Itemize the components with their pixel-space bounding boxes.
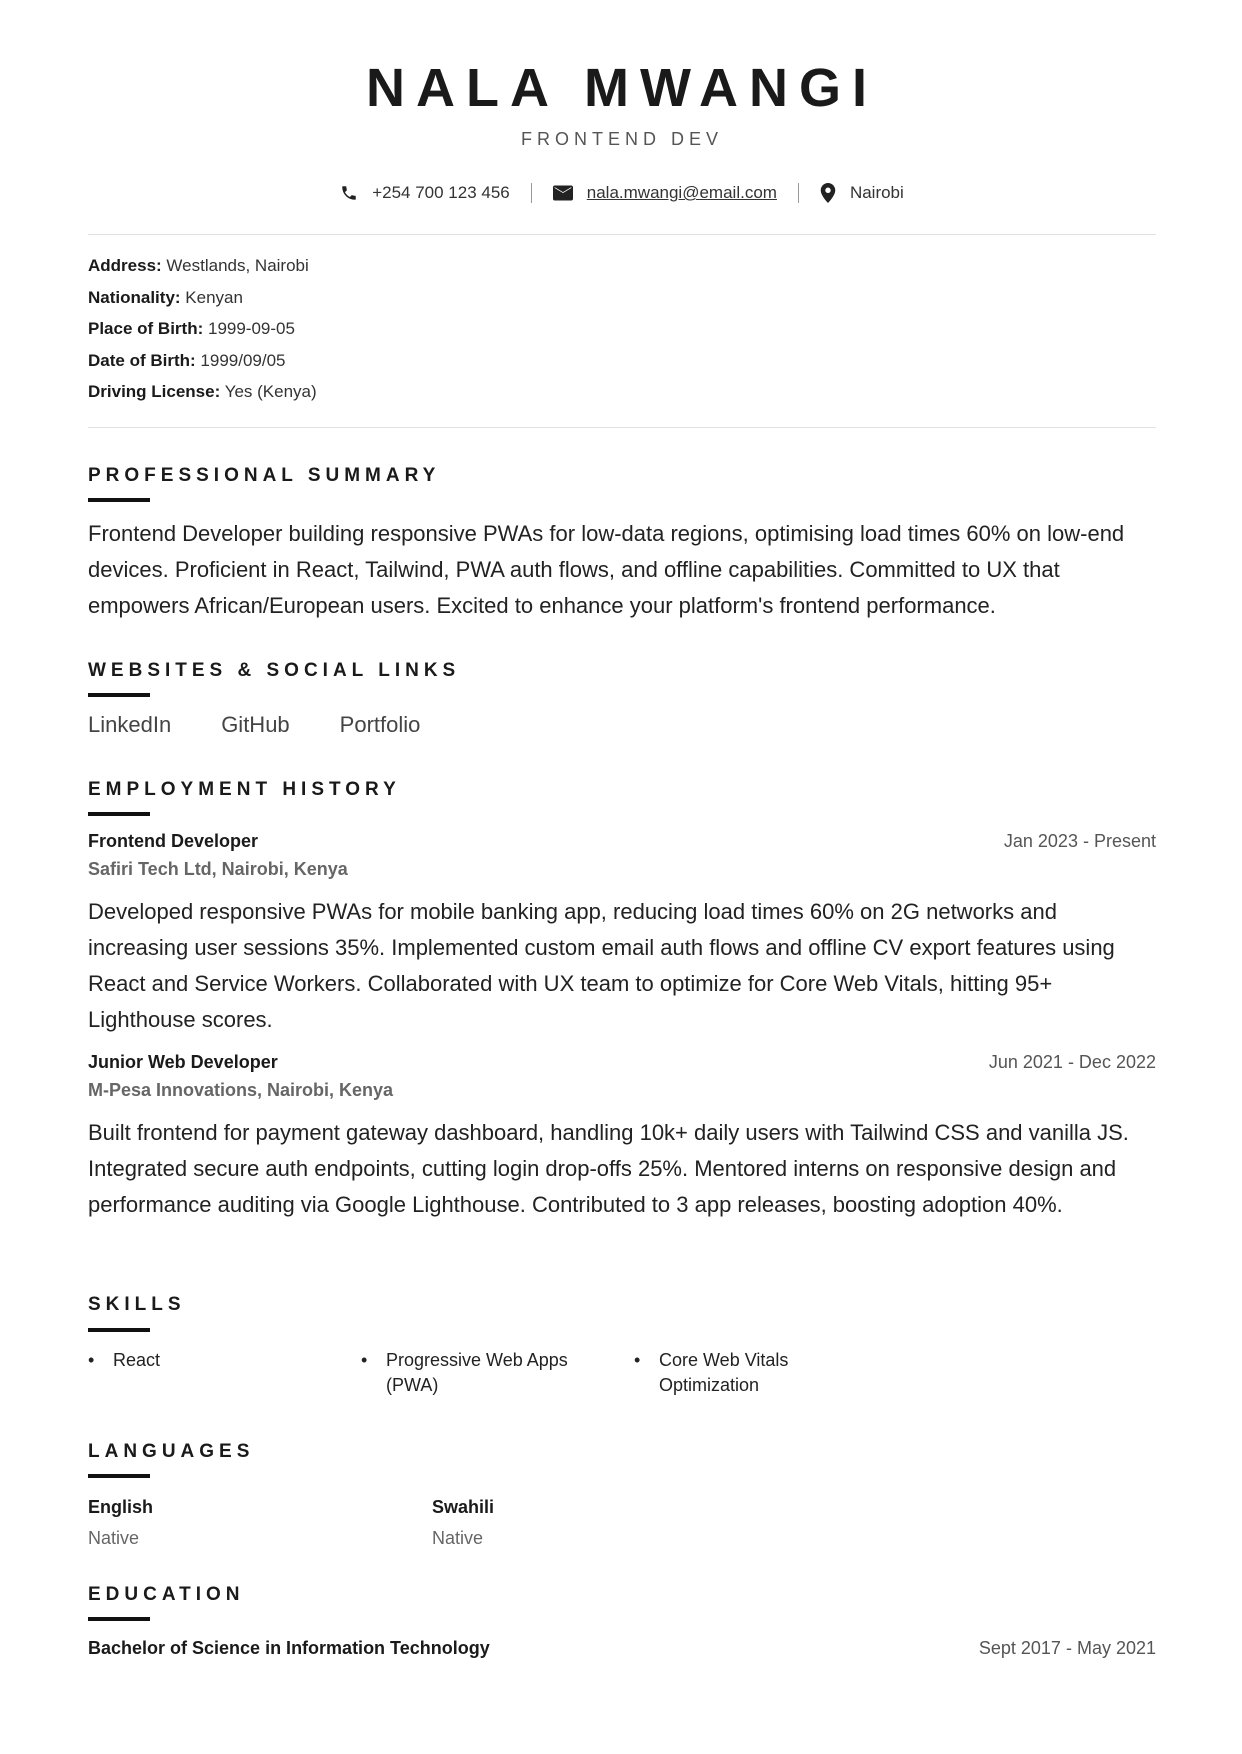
section-underline — [88, 812, 150, 816]
resume-page — [88, 0, 1156, 1754]
detail-value: 1999/09/05 — [200, 350, 286, 370]
section-heading-education: EDUCATION — [88, 1584, 245, 1605]
social-links — [88, 712, 470, 738]
detail-row — [88, 380, 317, 412]
link-portfolio[interactable]: Portfolio — [339, 712, 421, 737]
job-company: Safiri Tech Ltd, Nairobi, Kenya — [88, 859, 348, 879]
location-text: Nairobi — [849, 183, 904, 202]
job-title: Junior Web Developer — [88, 1052, 278, 1072]
section-underline — [88, 498, 150, 502]
job-title-header: FRONTEND DEV — [520, 129, 723, 149]
language-level: Native — [88, 1528, 140, 1548]
detail-label: Place of Birth: — [88, 319, 204, 338]
section-underline — [88, 693, 150, 697]
phone-icon — [340, 184, 358, 202]
detail-label: Date of Birth: — [88, 350, 196, 370]
contact-location — [820, 181, 904, 205]
location-pin-icon — [820, 183, 836, 203]
section-underline — [88, 1474, 150, 1478]
skill-item: • Progressive Web Apps (PWA) — [361, 1348, 596, 1398]
education-dates: Sept 2017 - May 2021 — [978, 1638, 1156, 1658]
divider — [88, 427, 1156, 428]
detail-value: 1999-09-05 — [207, 319, 295, 338]
job-description: Built frontend for payment gateway dashboard, handling 10k+ daily users with Tailwind CSS and vanilla JS. Integrated secure auth endpoints, cutting login drop-offs 25%. Mentored interns on responsive design and performance auditing via Google Lighthouse. Contributed to 3 app releases, boosting adoption 40%. — [88, 1120, 1129, 1217]
section-heading-skills: SKILLS — [88, 1294, 186, 1315]
contact-bar — [88, 181, 1156, 205]
divider — [88, 234, 1156, 235]
section-heading-languages: LANGUAGES — [88, 1441, 255, 1462]
language-name: Swahili — [432, 1497, 495, 1517]
education-degree: Bachelor of Science in Information Technology — [88, 1638, 490, 1658]
contact-email[interactable] — [553, 181, 777, 205]
language-item — [88, 1492, 153, 1554]
section-heading-links: WEBSITES & SOCIAL LINKS — [88, 660, 461, 681]
section-underline — [88, 1328, 150, 1332]
section-underline — [88, 1617, 150, 1621]
detail-value: Westlands, Nairobi — [166, 256, 309, 275]
job-company: M-Pesa Innovations, Nairobi, Kenya — [88, 1080, 394, 1100]
contact-divider — [531, 183, 532, 203]
language-item — [432, 1492, 494, 1554]
personal-details — [88, 254, 317, 412]
job-title: Frontend Developer — [88, 831, 259, 851]
contact-divider — [798, 183, 799, 203]
detail-value: Kenyan — [185, 287, 243, 307]
detail-row — [88, 254, 317, 286]
detail-label: Address: — [88, 256, 162, 275]
skill-item: • Core Web Vitals Optimization — [634, 1348, 869, 1398]
link-linkedin[interactable]: LinkedIn — [88, 712, 172, 737]
detail-row — [88, 317, 317, 349]
link-github[interactable]: GitHub — [221, 712, 290, 737]
detail-row — [88, 349, 317, 381]
language-name: English — [88, 1497, 154, 1517]
email-link[interactable]: nala.mwangi@email.com — [586, 183, 777, 202]
language-level: Native — [432, 1528, 484, 1548]
contact-phone[interactable] — [340, 181, 510, 205]
job-dates: Jan 2023 - Present — [1003, 831, 1156, 851]
job-description: Developed responsive PWAs for mobile banking app, reducing load times 60% on 2G networks and increasing user sessions 35%. Implemented custom email auth flows and offline CV export features using React and Service Workers. Collaborated with UX team to optimize for Core Web Vitals, hitting 95+ Lighthouse scores. — [88, 899, 1115, 1032]
detail-value: Yes (Kenya) — [224, 382, 317, 401]
detail-row — [88, 286, 317, 318]
section-heading-employment: EMPLOYMENT HISTORY — [88, 779, 401, 800]
summary-text: Frontend Developer building responsive PWAs for low-data regions, optimising load times 60% on low-end devices. Proficient in React, Tailwind, PWA auth flows, and offline capabilities. Committed to UX that empowers African/European users. Excited to enhance your platform's frontend performance. — [88, 521, 1125, 618]
section-heading-summary: PROFESSIONAL SUMMARY — [88, 465, 441, 486]
envelope-icon — [553, 185, 573, 201]
detail-label: Driving License: — [88, 382, 221, 401]
candidate-name: NALA MWANGI — [366, 58, 878, 118]
job-dates: Jun 2021 - Dec 2022 — [988, 1052, 1156, 1072]
phone-text: +254 700 123 456 — [372, 183, 510, 202]
skill-item: • React — [88, 1348, 323, 1373]
detail-label: Nationality: — [88, 287, 181, 307]
